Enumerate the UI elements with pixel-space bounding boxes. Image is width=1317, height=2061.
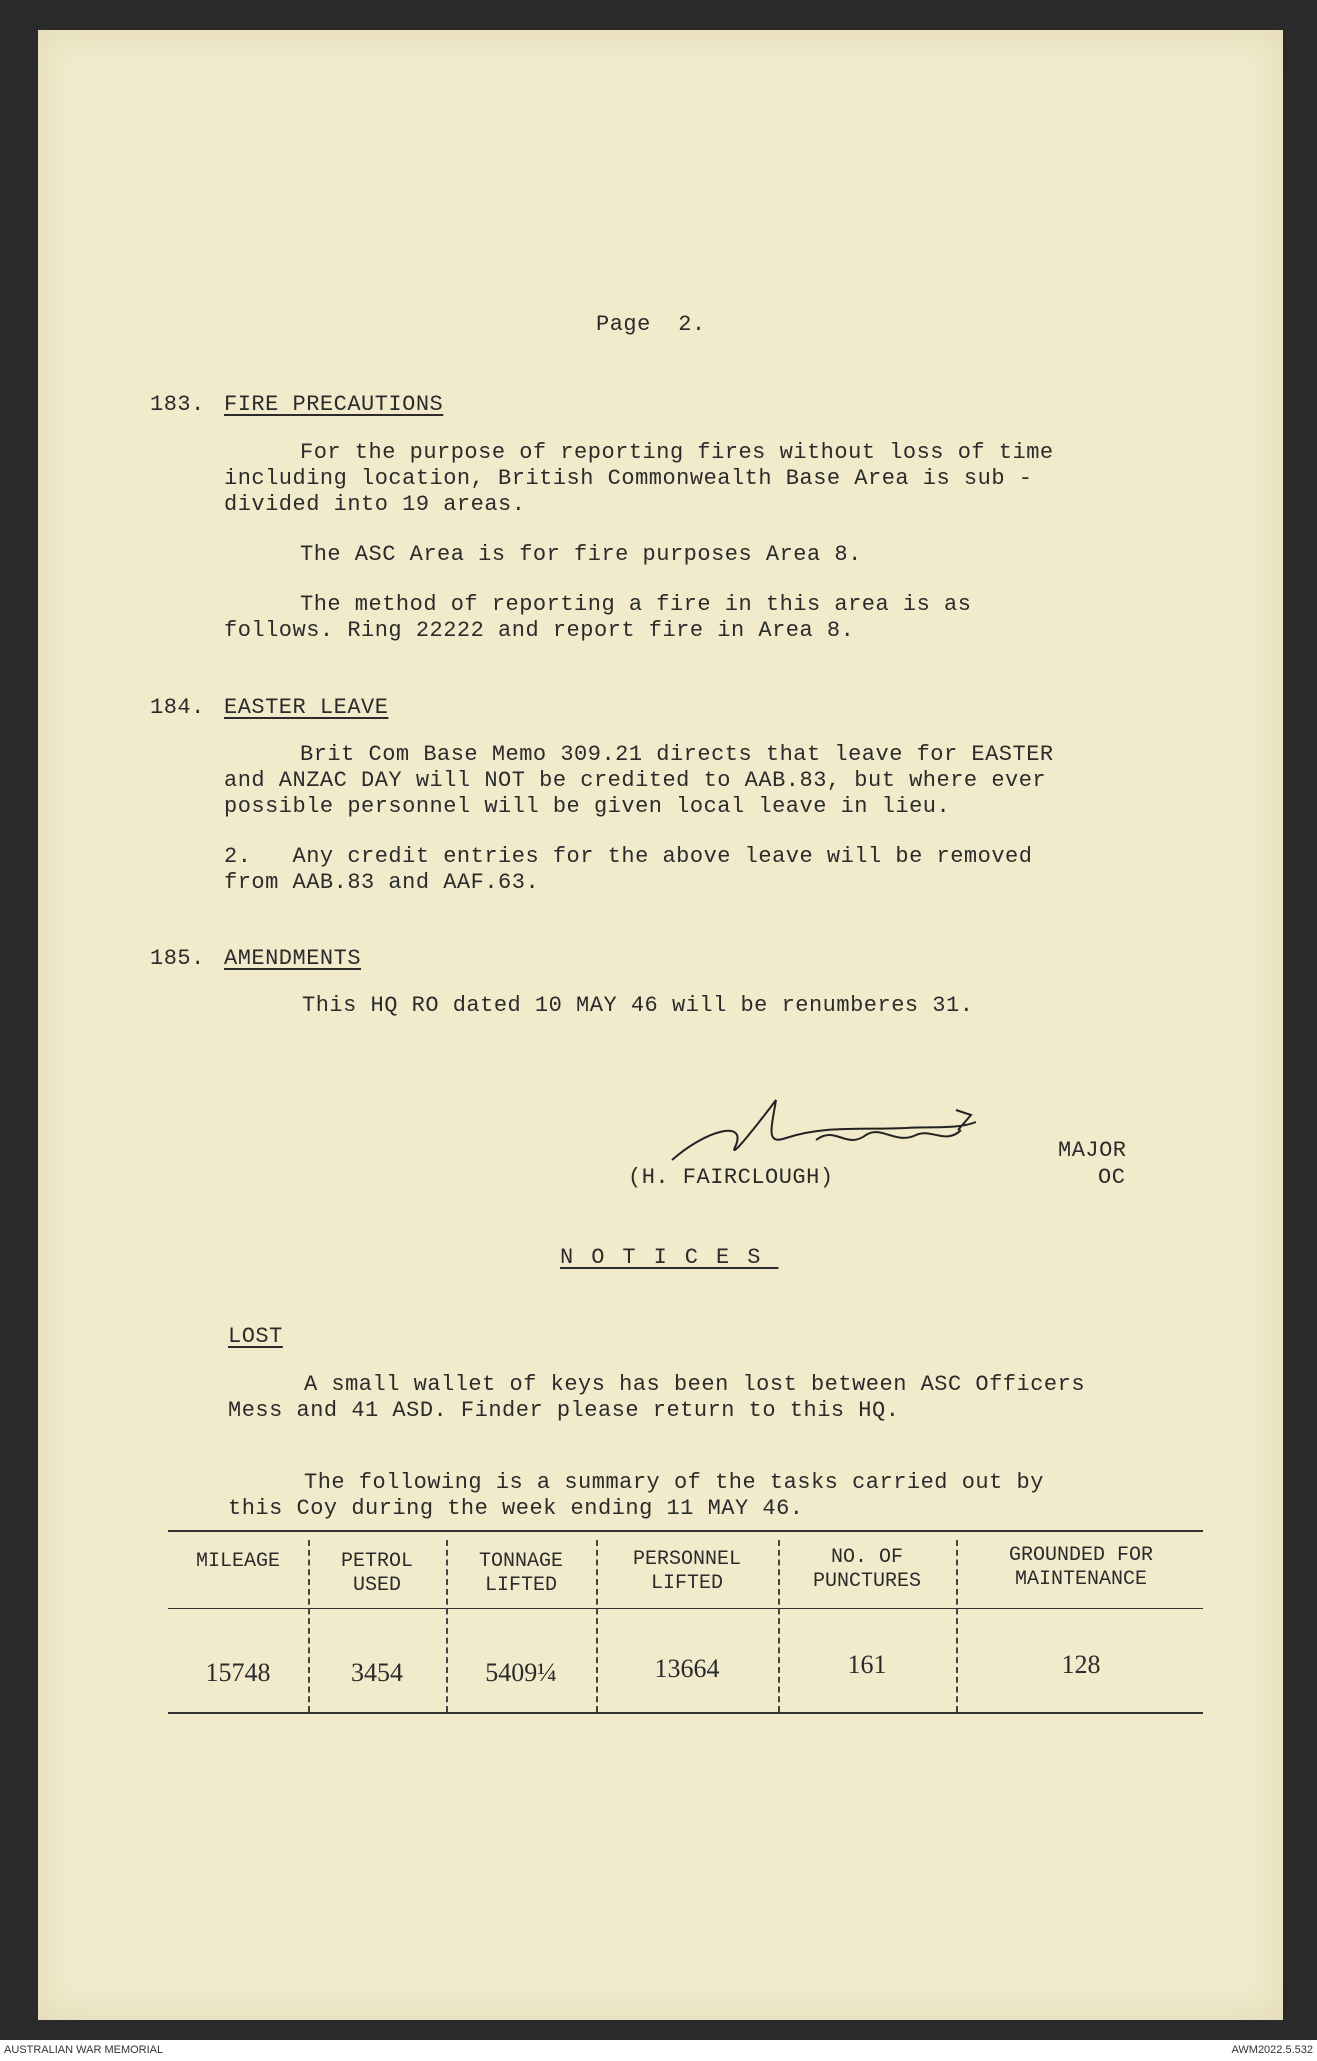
table-header-cell: PERSONNEL LIFTED bbox=[632, 1548, 742, 1595]
table-header-cell: NO. OF PUNCTURES bbox=[812, 1546, 922, 1593]
notices-title: NOTICES bbox=[560, 1245, 779, 1270]
section-183-line: The ASC Area is for fire purposes Area 8. bbox=[300, 542, 862, 567]
signatory-name: (H. FAIRCLOUGH) bbox=[628, 1165, 834, 1190]
summary-line: this Coy during the week ending 11 MAY 46. bbox=[228, 1496, 804, 1521]
lost-line: A small wallet of keys has been lost between ASC Officers bbox=[304, 1372, 1086, 1397]
table-header-cell: TONNAGE LIFTED bbox=[478, 1550, 563, 1597]
table-value-cell: 161 bbox=[847, 1650, 887, 1679]
table-header-rule bbox=[168, 1608, 1203, 1609]
section-185-line: This HQ RO dated 10 MAY 46 will be renumberes 31. bbox=[302, 993, 974, 1018]
section-183-number: 183. bbox=[150, 392, 205, 417]
document-page bbox=[38, 30, 1283, 2020]
lost-line: Mess and 41 ASD. Finder please return to this HQ. bbox=[228, 1398, 900, 1423]
table-top-rule bbox=[168, 1530, 1203, 1532]
section-184-line: and ANZAC DAY will NOT be credited to AAB.83, but where ever bbox=[224, 768, 1047, 793]
table-header-cell: PETROL USED bbox=[340, 1550, 413, 1597]
table-header-cell: GROUNDED FOR MAINTENANCE bbox=[1008, 1544, 1154, 1591]
footer-institution: AUSTRALIAN WAR MEMORIAL bbox=[4, 2044, 164, 2056]
section-184-title: EASTER LEAVE bbox=[224, 695, 389, 720]
table-value-cell: 3454 bbox=[351, 1658, 403, 1687]
section-185-number: 185. bbox=[150, 946, 205, 971]
section-183-line: For the purpose of reporting fires without loss of time bbox=[300, 440, 1054, 465]
section-183-line: follows. Ring 22222 and report fire in Area 8. bbox=[224, 618, 855, 643]
section-184-line: 2. Any credit entries for the above leave will be removed bbox=[224, 844, 1033, 869]
archive-footer bbox=[0, 2040, 1317, 2061]
section-184-line: Brit Com Base Memo 309.21 directs that leave for EASTER bbox=[300, 742, 1054, 767]
section-185-title: AMENDMENTS bbox=[224, 946, 362, 971]
footer-reference: AWM2022.5.532 bbox=[1231, 2044, 1313, 2056]
section-183-line: including location, British Commonwealth Base Area is sub - bbox=[224, 466, 1033, 491]
table-value-cell: 13664 bbox=[654, 1654, 720, 1683]
handwritten-signature bbox=[666, 1090, 986, 1170]
lost-title: LOST bbox=[228, 1324, 283, 1349]
section-183-title: FIRE PRECAUTIONS bbox=[224, 392, 444, 417]
table-bottom-rule bbox=[168, 1712, 1203, 1714]
signatory-role: OC bbox=[1098, 1165, 1126, 1190]
section-184-line: possible personnel will be given local leave in lieu. bbox=[224, 794, 951, 819]
table-value-cell: 128 bbox=[1061, 1650, 1101, 1679]
summary-line: The following is a summary of the tasks carried out by bbox=[304, 1470, 1044, 1495]
section-184-line: from AAB.83 and AAF.63. bbox=[224, 870, 540, 895]
table-header-cell: MILEAGE bbox=[195, 1550, 280, 1573]
signatory-rank: MAJOR bbox=[1058, 1138, 1127, 1163]
section-183-line: The method of reporting a fire in this area is as bbox=[300, 592, 972, 617]
section-183-line: divided into 19 areas. bbox=[224, 492, 526, 517]
table-value-cell: 5409¼ bbox=[485, 1658, 557, 1687]
section-184-number: 184. bbox=[150, 695, 205, 720]
table-value-cell: 15748 bbox=[205, 1658, 271, 1687]
page-number: Page 2. bbox=[596, 312, 706, 337]
